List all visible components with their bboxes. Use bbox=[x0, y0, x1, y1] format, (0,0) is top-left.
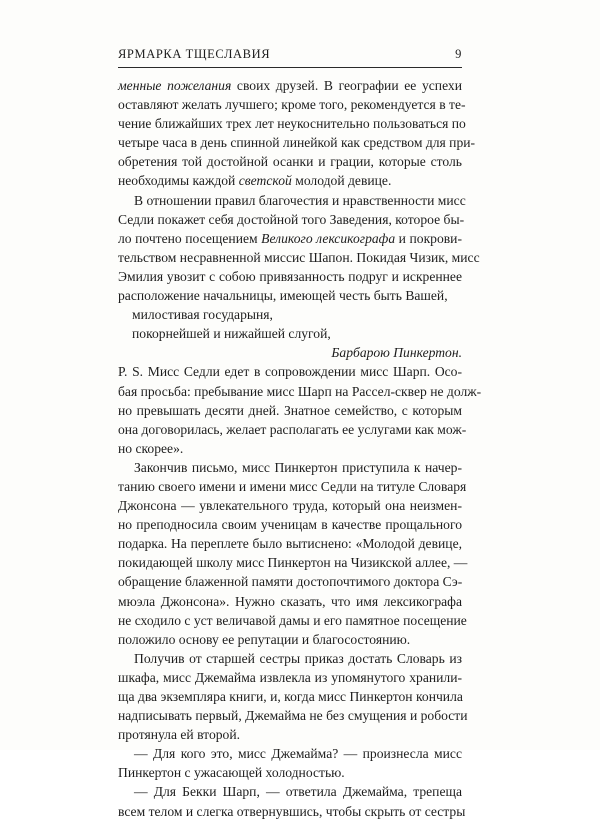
letter-paragraph-1 bbox=[118, 76, 476, 191]
text-line: протянула ей второй. bbox=[118, 727, 241, 743]
text-line: подарка. На переплете было вытиснено: «Молодой девице, bbox=[118, 536, 462, 552]
text-line: мюэла Джонсона». Нужно сказать, что имя лексикографа bbox=[118, 593, 462, 609]
text-line: обретения той достойной осанки и грации, которые столь bbox=[118, 154, 462, 170]
text-line: Джонсона — увлекательного труда, который она неизмен- bbox=[118, 498, 462, 514]
letter-closing bbox=[118, 305, 462, 343]
running-head bbox=[118, 47, 462, 62]
page-body bbox=[118, 76, 482, 821]
text-line: ло почтено посещением Великого лексикографа и покрови- bbox=[118, 230, 462, 246]
text-line: расположение начальницы, имеющей честь быть Вашей, bbox=[118, 288, 448, 304]
text-line: необходимы каждой светской молодой девице. bbox=[118, 173, 392, 189]
text-line: милостивая государыня, bbox=[132, 307, 273, 323]
text-line: но превышать десяти дней. Знатное семейство, с которым bbox=[118, 402, 462, 418]
text-line: всем телом и слегка отвернувшись, чтобы скрыть от сестры bbox=[118, 803, 466, 819]
letter-paragraph-2 bbox=[118, 191, 480, 306]
text-line: — Для Бекки Шарп, — ответила Джемайма, трепеща bbox=[134, 784, 462, 800]
text-line: менные пожелания своих друзей. В географии ее успехи bbox=[118, 78, 463, 93]
italic-phrase: Великого лексикографа bbox=[261, 230, 396, 246]
italic-word: светской bbox=[238, 173, 292, 189]
narrative-paragraph-1 bbox=[118, 458, 468, 649]
narrative-paragraph-2 bbox=[118, 649, 468, 744]
italic-phrase: менные пожелания bbox=[118, 78, 232, 93]
text-line: надписывать первый, Джемайма не без смущения и робости bbox=[118, 708, 468, 724]
text-line: она договорилась, желает располагать ее услугами как мож- bbox=[118, 421, 467, 437]
text-line: оставляют желать лучшего; кроме того, рекомендуется в те- bbox=[118, 97, 466, 113]
text-line: покидающей школу мисс Пинкертон на Чизикской аллее, — bbox=[118, 555, 468, 571]
text-line: P. S. Мисс Седли едет в сопровождении мисс Шарп. Осо- bbox=[118, 364, 462, 380]
dialogue-paragraph-2 bbox=[118, 782, 466, 820]
text-line: тельством несравненной миссис Шапон. Покидая Чизик, мисс bbox=[118, 249, 480, 265]
text-line: шкафа, мисс Джемайма извлекла из упомянутого хранили- bbox=[118, 669, 462, 685]
text-line: Пинкертон с ужасающей холодностью. bbox=[118, 765, 345, 781]
text-line: не сходило с уст величавой дамы и его памятное посещение bbox=[118, 612, 467, 628]
postscript bbox=[118, 362, 482, 457]
text-line: Седли покажет себя достойной того Заведения, которое бы- bbox=[118, 211, 465, 227]
text-line: но преподносила своим ученицам в качестве прощального bbox=[118, 517, 462, 533]
text-line: танию своего имени и имени мисс Седли на титуле Словаря bbox=[118, 478, 467, 494]
running-title: ЯРМАРКА ТЩЕСЛАВИЯ bbox=[118, 47, 271, 61]
text-line: бая просьба: пребывание мисс Шарп на Рассел-сквер не долж- bbox=[118, 383, 482, 399]
header-rule bbox=[118, 67, 462, 68]
text-line: В отношении правил благочестия и нравственности мисс bbox=[134, 192, 466, 208]
text-line: обращение блаженной памяти достопочтимого доктора Сэ- bbox=[118, 574, 463, 590]
text-line: Получив от старшей сестры приказ достать Словарь из bbox=[134, 650, 462, 666]
text-line: покорнейшей и нижайшей слугой, bbox=[132, 326, 331, 342]
letter-signature: Барбарою Пинкертон. bbox=[331, 345, 462, 361]
text-line: Эмилия увозит с собою привязанность подруг и искреннее bbox=[118, 268, 462, 284]
text-line: четыре часа в день спинной линейкой как средством для при- bbox=[118, 135, 476, 151]
text-line: ща два экземпляра книги, и, когда мисс Пинкертон кончила bbox=[118, 689, 463, 704]
text-line: положило основу ее репутации и благосостоянию. bbox=[118, 631, 411, 647]
text-line: но скорее». bbox=[118, 440, 184, 456]
page-number: 9 bbox=[455, 47, 462, 61]
text-line: — Для кого это, мисс Джемайма? — произнесла мисс bbox=[134, 746, 462, 762]
text-line: чение ближайших трех лет неукоснительно пользоваться по bbox=[118, 116, 466, 132]
text-line: Закончив письмо, мисс Пинкертон приступила к начер- bbox=[134, 459, 462, 475]
dialogue-paragraph-1 bbox=[118, 744, 462, 782]
